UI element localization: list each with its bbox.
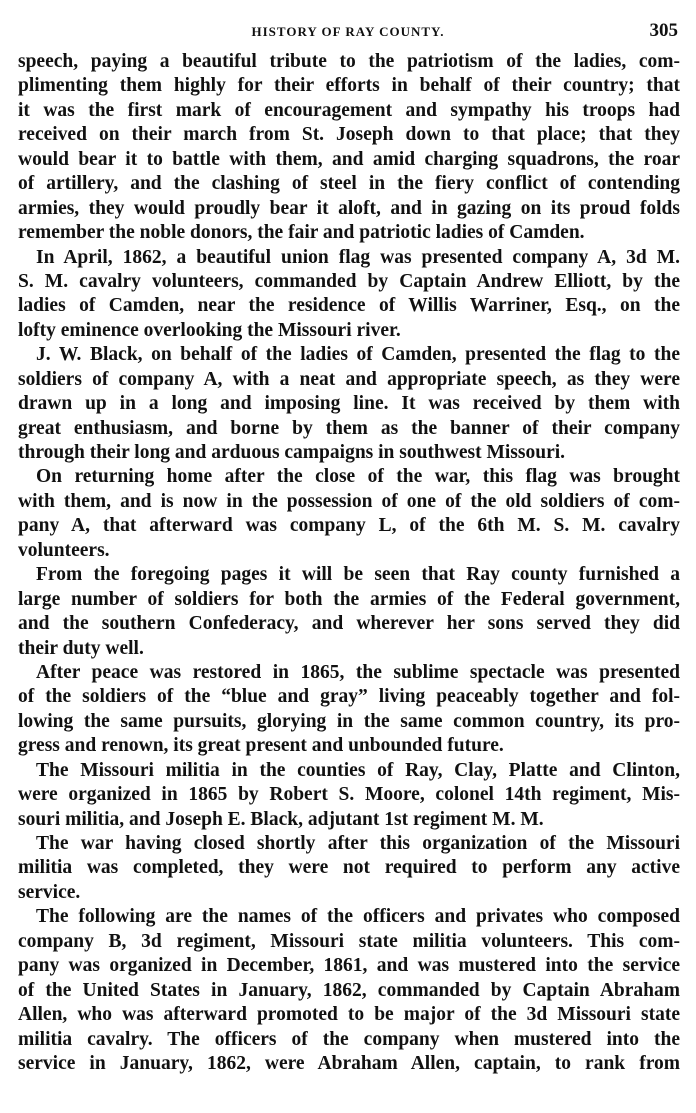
- text-line: company B, 3d regiment, Missouri state militia volunteers. This com-: [18, 930, 680, 952]
- text-line: received on their march from St. Joseph down to that place; that they: [18, 124, 680, 146]
- text-line: were organized in 1865 by Robert S. Moore, colonel 14th regiment, Mis-: [18, 784, 680, 806]
- text-line: The Missouri militia in the counties of Ray, Clay, Platte and Clinton,: [36, 759, 680, 781]
- text-line: of the United States in January, 1862, commanded by Captain Abraham: [18, 979, 680, 1001]
- page-header: [18, 20, 678, 44]
- text-line: volunteers.: [18, 539, 110, 561]
- text-line: remember the noble donors, the fair and patriotic ladies of Camden.: [18, 222, 585, 244]
- text-line: of artillery, and the clashing of steel in the fiery conflict of contending: [18, 173, 680, 195]
- text-line: service.: [18, 881, 81, 903]
- text-line: S. M. cavalry volunteers, commanded by Captain Andrew Elliott, by the: [18, 270, 680, 292]
- text-line: great enthusiasm, and borne by them as the banner of their company: [18, 417, 680, 439]
- text-line: Allen, who was afterward promoted to be major of the 3d Missouri state: [18, 1004, 680, 1026]
- text-line: lowing the same pursuits, glorying in the same common country, its pro-: [18, 710, 680, 732]
- text-line: militia cavalry. The officers of the company when mustered into the: [18, 1028, 680, 1050]
- text-line: The following are the names of the officers and privates who composed: [36, 906, 680, 928]
- text-line: through their long and arduous campaigns in southwest Missouri.: [18, 442, 566, 463]
- text-line: their duty well.: [18, 637, 144, 659]
- text-line: lofty eminence overlooking the Missouri river.: [18, 319, 401, 341]
- text-line: soldiers of company A, with a neat and appropriate speech, as they were: [18, 368, 680, 390]
- text-line: gress and renown, its great present and unbounded future.: [18, 735, 504, 757]
- text-line: armies, they would proudly bear it aloft, and in gazing on its proud folds: [18, 197, 680, 219]
- text-line: J. W. Black, on behalf of the ladies of Camden, presented the flag to the: [36, 344, 680, 366]
- text-line: From the foregoing pages it will be seen that Ray county furnished a: [36, 564, 680, 586]
- text-line: militia was completed, they were not required to perform any active: [18, 857, 680, 879]
- text-line: souri militia, and Joseph E. Black, adjutant 1st regiment M. M.: [18, 808, 544, 830]
- text-line: pany was organized in December, 1861, and was mustered into the service: [18, 955, 680, 977]
- text-line: would bear it to battle with them, and amid charging squadrons, the roar: [18, 148, 680, 170]
- text-line: it was the first mark of encouragement and sympathy his troops had: [18, 99, 680, 121]
- text-line: plimenting them highly for their efforts in behalf of their country; that: [18, 75, 680, 97]
- text-line: service in January, 1862, were Abraham Allen, captain, to rank from: [18, 1052, 680, 1074]
- text-line: pany A, that afterward was company L, of the 6th M. S. M. cavalry: [18, 515, 680, 537]
- text-line: In April, 1862, a beautiful union flag was presented company A, 3d M.: [36, 246, 680, 268]
- text-line: large number of soldiers for both the armies of the Federal government,: [18, 588, 680, 610]
- text-line: drawn up in a long and imposing line. It was received by them with: [18, 393, 680, 415]
- text-line: with them, and is now in the possession of one of the old soldiers of com-: [18, 490, 680, 512]
- text-line: The war having closed shortly after this organization of the Missouri: [36, 833, 680, 854]
- text-line: ladies of Camden, near the residence of Willis Warriner, Esq., on the: [18, 295, 680, 317]
- body-text: [18, 50, 680, 1076]
- text-line: and the southern Confederacy, and wherever her sons served they did: [18, 613, 680, 635]
- page-number: 305: [649, 20, 678, 41]
- text-line: of the soldiers of the “blue and gray” living peaceably together and fol-: [18, 686, 680, 708]
- text-line: On returning home after the close of the war, this flag was brought: [36, 466, 680, 488]
- text-line: After peace was restored in 1865, the sublime spectacle was presented: [36, 661, 680, 683]
- running-title: HISTORY OF RAY COUNTY.: [251, 24, 445, 39]
- text-line: speech, paying a beautiful tribute to the patriotism of the ladies, com-: [18, 51, 680, 72]
